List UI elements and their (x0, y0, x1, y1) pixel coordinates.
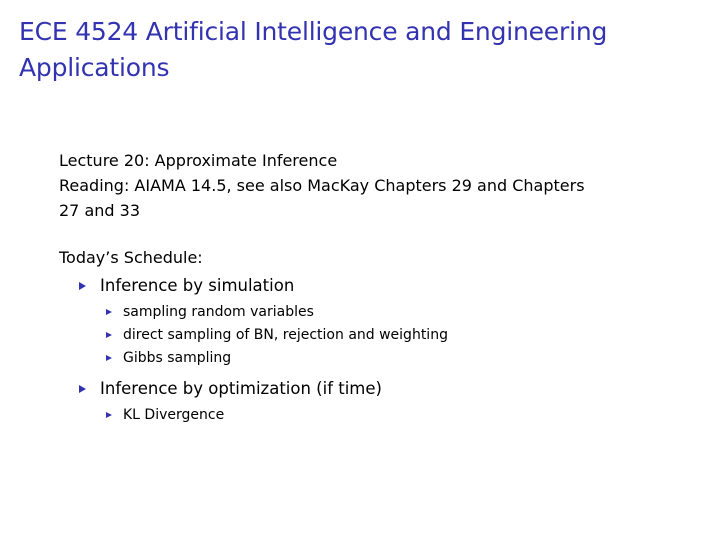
schedule-subitem-label: Gibbs sampling (123, 350, 232, 366)
schedule-list (59, 273, 689, 427)
triangle-bullet-icon (79, 282, 86, 290)
slide-content (59, 148, 689, 427)
triangle-bullet-icon (106, 309, 112, 315)
slide-title (19, 14, 699, 86)
reading-line-1: Reading: AIAMA 14.5, see also MacKay Chapters 29 and Chapters (59, 176, 585, 195)
schedule-subitem-label: sampling random variables (123, 304, 314, 320)
schedule-sublist (100, 301, 689, 370)
schedule-subitem-label: KL Divergence (123, 407, 225, 423)
schedule-item-label: Inference by simulation (100, 276, 295, 295)
schedule-subitem (123, 301, 689, 324)
schedule-item-label: Inference by optimization (if time) (100, 379, 382, 398)
title-line-2: Applications (19, 53, 170, 82)
schedule-subitem (123, 347, 689, 370)
lecture-line: Lecture 20: Approximate Inference (59, 151, 338, 170)
schedule-subitem (123, 404, 689, 427)
schedule-subitem-label: direct sampling of BN, rejection and weighting (123, 327, 448, 343)
schedule-heading: Today’s Schedule: (59, 248, 203, 267)
schedule-item (100, 376, 689, 427)
schedule-sublist (100, 404, 689, 427)
triangle-bullet-icon (106, 355, 112, 361)
reading-line-2: 27 and 33 (59, 201, 140, 220)
schedule-subitem (123, 324, 689, 347)
title-line-1: ECE 4524 Artificial Intelligence and Engineering (19, 17, 608, 46)
triangle-bullet-icon (106, 332, 112, 338)
triangle-bullet-icon (79, 385, 86, 393)
triangle-bullet-icon (106, 412, 112, 418)
schedule-item (100, 273, 689, 370)
